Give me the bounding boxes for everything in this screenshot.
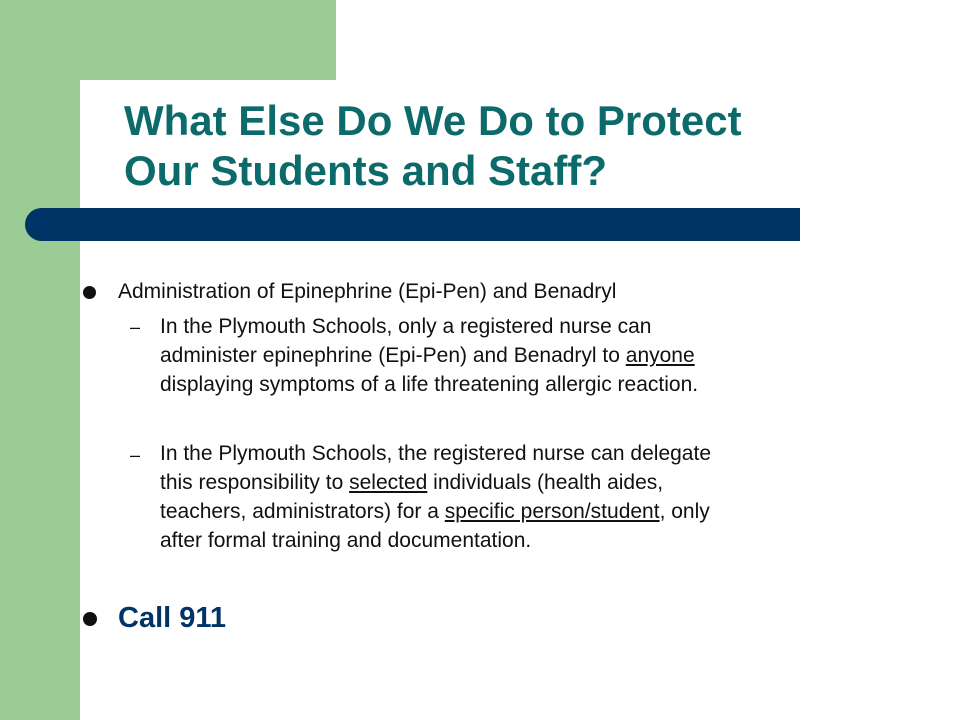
underlined-selected: selected: [349, 471, 428, 494]
underlined-specific-person: specific person/student: [444, 500, 660, 523]
underlined-anyone: anyone: [625, 344, 695, 367]
text-line: displaying symptoms of a life threatening allergic reaction.: [160, 373, 699, 396]
bullet-dot-icon: [83, 286, 96, 299]
text-line: In the Plymouth Schools, the registered nurse can delegate: [160, 442, 712, 465]
sub-item-nurse-only: [160, 312, 698, 399]
dash-marker: –: [130, 445, 141, 465]
title-line-2: Our Students and Staff?: [124, 147, 607, 194]
slide-title: [124, 96, 904, 196]
bullet-epinephrine: Administration of Epinephrine (Epi-Pen) and Benadryl: [118, 280, 617, 303]
bullet-call-911: Call 911: [118, 602, 227, 634]
text-line: administer epinephrine (Epi-Pen) and Benadryl to anyone: [160, 344, 695, 367]
title-divider-bar: [25, 208, 800, 241]
green-top-band: [80, 0, 336, 80]
text-line: after formal training and documentation.: [160, 529, 532, 552]
sub-item-delegation: [160, 439, 711, 555]
green-side-band: [0, 0, 80, 720]
text-line: teachers, administrators) for a specific person/student, only: [160, 500, 710, 523]
dash-marker: –: [130, 317, 141, 337]
text-line: this responsibility to selected individuals (health aides,: [160, 471, 664, 494]
text-line: In the Plymouth Schools, only a registered nurse can: [160, 315, 652, 338]
bullet-dot-icon: [83, 612, 97, 626]
title-line-1: What Else Do We Do to Protect: [124, 97, 742, 144]
